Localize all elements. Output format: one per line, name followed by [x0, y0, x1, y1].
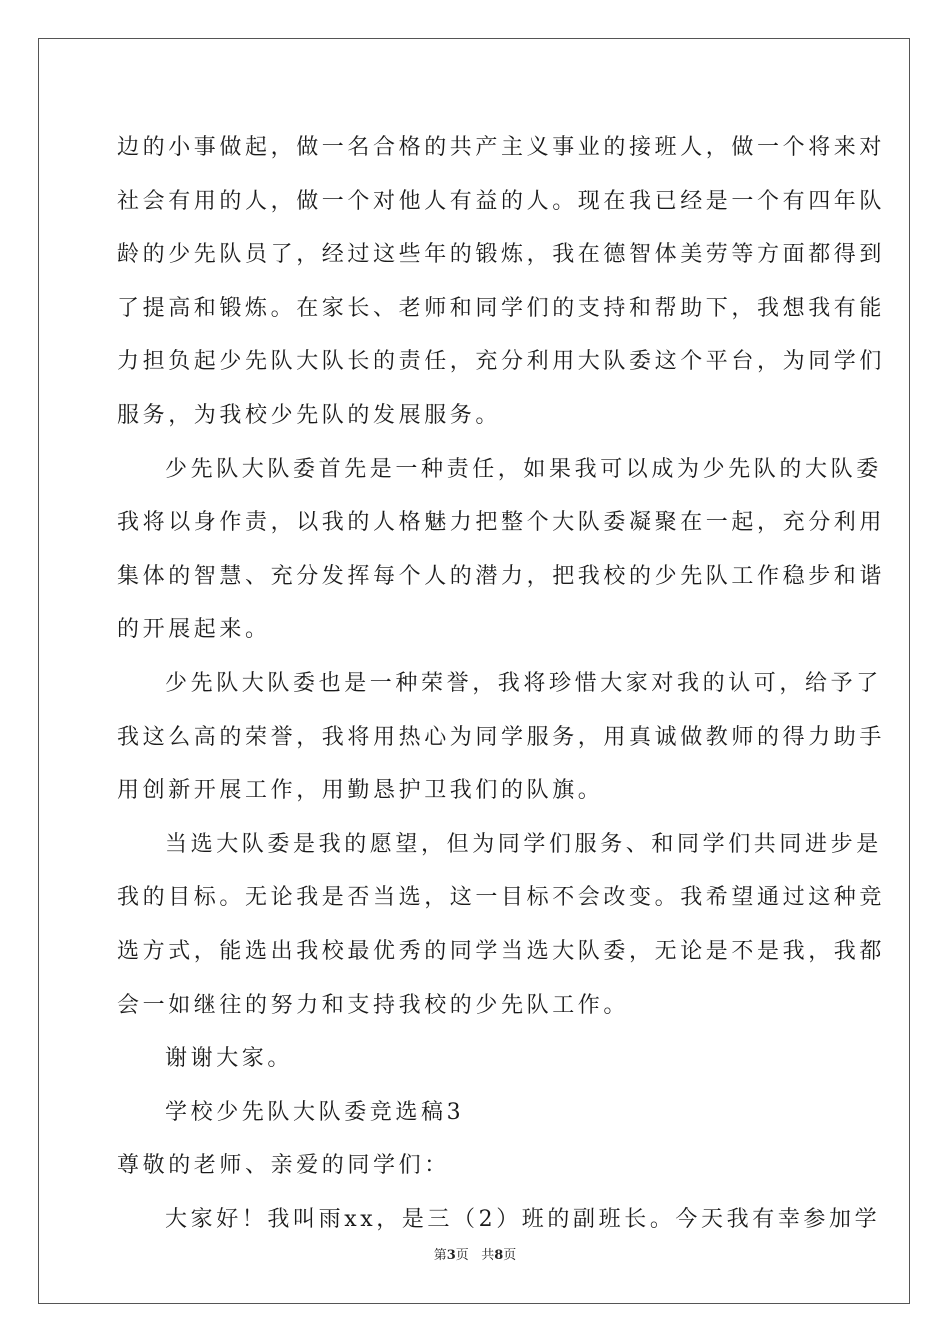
footer-total-prefix: 共 [481, 1248, 495, 1263]
text-line: 社会有用的人，做一个对他人有益的人。现在我已经是一个有四年队 [117, 188, 886, 214]
text-line: 了提高和锻炼。在家长、老师和同学们的支持和帮助下，我想我有能 [117, 295, 886, 321]
current-page-number: 3 [446, 1248, 456, 1263]
footer-page-suffix: 页 [455, 1248, 469, 1263]
page-footer [0, 1246, 950, 1266]
text-line: 的开展起来。 [117, 617, 271, 643]
text-line: 大家好！我叫雨xx，是三（2）班的副班长。今天我有幸参加学 [165, 1207, 881, 1232]
footer-total-suffix: 页 [503, 1248, 517, 1263]
text-line: 谢谢大家。 [165, 1046, 294, 1072]
footer-separator [469, 1248, 481, 1263]
section-heading: 学校少先队大队委竞选稿3 [165, 1099, 465, 1125]
text-line: 集体的智慧、充分发挥每个人的潜力，把我校的少先队工作稳步和谐 [117, 563, 886, 589]
text-line: 选方式，能选出我校最优秀的同学当选大队委，无论是不是我，我都 [117, 939, 886, 964]
text-line: 龄的少先队员了，经过这些年的锻炼，我在德智体美劳等方面都得到 [117, 242, 886, 268]
text-line: 会一如继往的努力和支持我校的少先队工作。 [117, 992, 630, 1018]
total-pages-number: 8 [494, 1248, 504, 1263]
text-line: 服务，为我校少先队的发展服务。 [117, 403, 502, 428]
text-line: 我的目标。无论我是否当选，这一目标不会改变。我希望通过这种竞 [117, 885, 886, 911]
text-line: 我将以身作责，以我的人格魅力把整个大队委凝聚在一起，充分利用 [117, 510, 886, 536]
text-line: 少先队大队委也是一种荣誉，我将珍惜大家对我的认可，给予了 [165, 671, 882, 696]
text-line: 当选大队委是我的愿望，但为同学们服务、和同学们共同进步是 [165, 831, 882, 857]
text-line: 边的小事做起，做一名合格的共产主义事业的接班人，做一个将来对 [117, 135, 886, 160]
text-line: 力担负起少先队大队长的责任，充分利用大队委这个平台，为同学们 [117, 349, 886, 375]
text-line: 用创新开展工作，用勤恳护卫我们的队旗。 [117, 778, 604, 804]
text-line: 少先队大队委首先是一种责任，如果我可以成为少先队的大队委 [165, 456, 882, 482]
salutation: 尊敬的老师、亲爱的同学们： [117, 1153, 450, 1179]
text-line: 我这么高的荣誉，我将用热心为同学服务，用真诚做教师的得力助手 [117, 724, 886, 750]
footer-prefix: 第 [433, 1248, 447, 1263]
